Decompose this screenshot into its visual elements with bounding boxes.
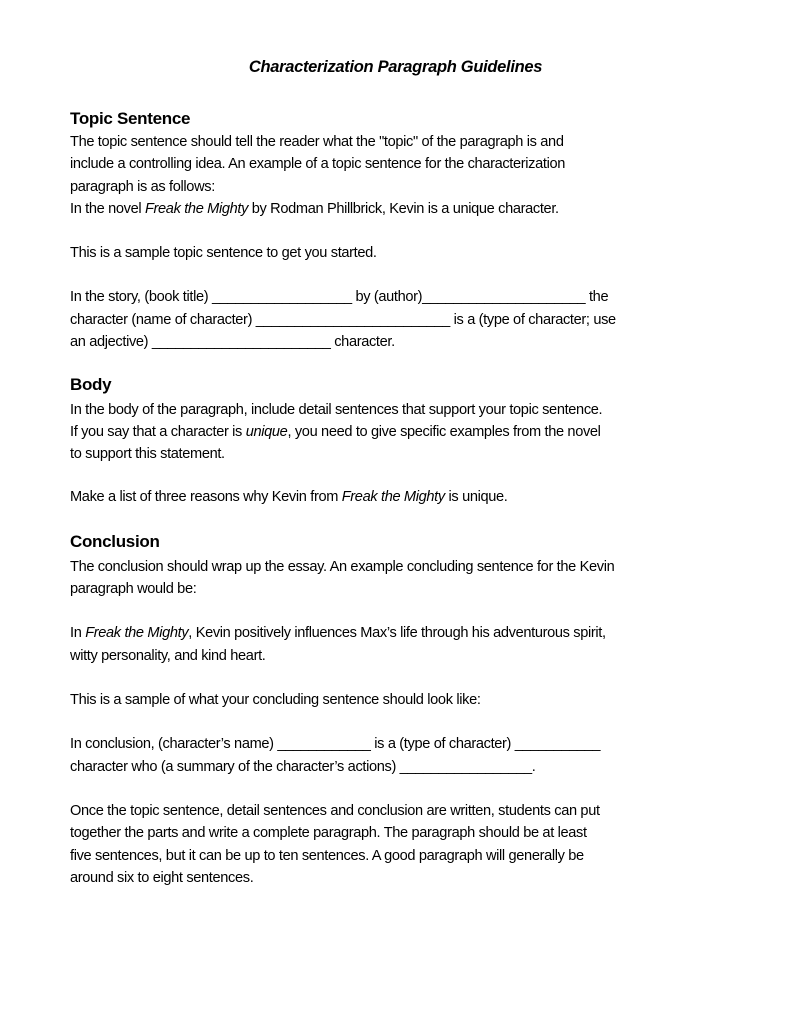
heading-topic-sentence: Topic Sentence xyxy=(70,109,191,128)
italic-text: Freak the Mighty xyxy=(144,201,249,217)
text-segment: by Rodman Phillbrick, Kevin is a unique character. xyxy=(248,201,559,217)
text-line xyxy=(70,579,196,599)
text-segment: together the parts and write a complete paragraph. The paragraph should be at least xyxy=(70,825,587,841)
text-segment: In the novel xyxy=(70,201,145,217)
text-segment: include a controlling idea. An example of a topic sentence for the characterization xyxy=(70,156,566,172)
text-line xyxy=(70,444,225,464)
text-line xyxy=(70,557,614,577)
text-line xyxy=(70,757,535,777)
italic-text: unique xyxy=(245,424,288,440)
text-line xyxy=(70,868,253,888)
text-line xyxy=(70,332,395,352)
text-line xyxy=(70,487,508,507)
text-segment: In the story, (book title) __________________ by (author)_____________________ the xyxy=(70,289,609,305)
heading-conclusion: Conclusion xyxy=(70,532,160,551)
text-segment: In conclusion, (character’s name) ____________ is a (type of character) ___________ xyxy=(70,736,601,752)
text-segment: witty personality, and kind heart. xyxy=(70,648,266,664)
italic-text: Freak the Mighty xyxy=(341,489,445,505)
text-segment: character who (a summary of the character’s actions) _________________. xyxy=(70,759,536,775)
text-line xyxy=(70,422,601,442)
text-line xyxy=(70,310,616,330)
document-title: Characterization Paragraph Guidelines xyxy=(248,58,543,76)
text-line xyxy=(70,690,481,710)
text-line xyxy=(70,199,559,219)
text-segment: This is a sample topic sentence to get you started. xyxy=(70,245,377,261)
text-line xyxy=(70,287,608,307)
text-line xyxy=(70,400,602,420)
text-line xyxy=(70,846,584,866)
text-segment: In xyxy=(70,625,86,641)
text-line xyxy=(70,154,565,174)
text-segment: , you need to give specific examples from the novel xyxy=(287,424,601,440)
text-segment: paragraph is as follows: xyxy=(70,179,215,195)
text-line xyxy=(70,243,377,263)
text-segment: five sentences, but it can be up to ten sentences. A good paragraph will generally be xyxy=(70,848,584,864)
text-segment: Once the topic sentence, detail sentences and conclusion are written, students can put xyxy=(70,803,600,819)
text-segment: , Kevin positively influences Max’s life through his adventurous spirit, xyxy=(188,625,606,641)
text-segment: The topic sentence should tell the reader what the "topic" of the paragraph is and xyxy=(70,134,564,150)
text-segment: is unique. xyxy=(444,489,508,505)
text-line xyxy=(70,734,600,754)
text-line xyxy=(70,801,600,821)
text-segment: character (name of character) _________________________ is a (type of character; use xyxy=(70,312,616,328)
heading-body: Body xyxy=(70,375,112,394)
text-segment: Make a list of three reasons why Kevin from xyxy=(70,489,342,505)
italic-text: Freak the Mighty xyxy=(85,625,189,641)
text-line xyxy=(70,177,215,197)
text-segment: to support this statement. xyxy=(70,446,225,462)
text-segment: paragraph would be: xyxy=(70,581,197,597)
text-segment: The conclusion should wrap up the essay. An example concluding sentence for the Kevin xyxy=(70,559,615,575)
text-segment: around six to eight sentences. xyxy=(70,870,254,886)
text-line xyxy=(70,132,564,152)
text-segment: an adjective) _______________________ character. xyxy=(70,334,395,350)
text-segment: This is a sample of what your concluding sentence should look like: xyxy=(70,692,481,708)
text-line xyxy=(70,646,266,666)
text-segment: In the body of the paragraph, include detail sentences that support your topic sentence. xyxy=(70,402,603,418)
text-segment: If you say that a character is xyxy=(70,424,246,440)
text-line xyxy=(70,823,587,843)
text-line xyxy=(70,623,606,643)
